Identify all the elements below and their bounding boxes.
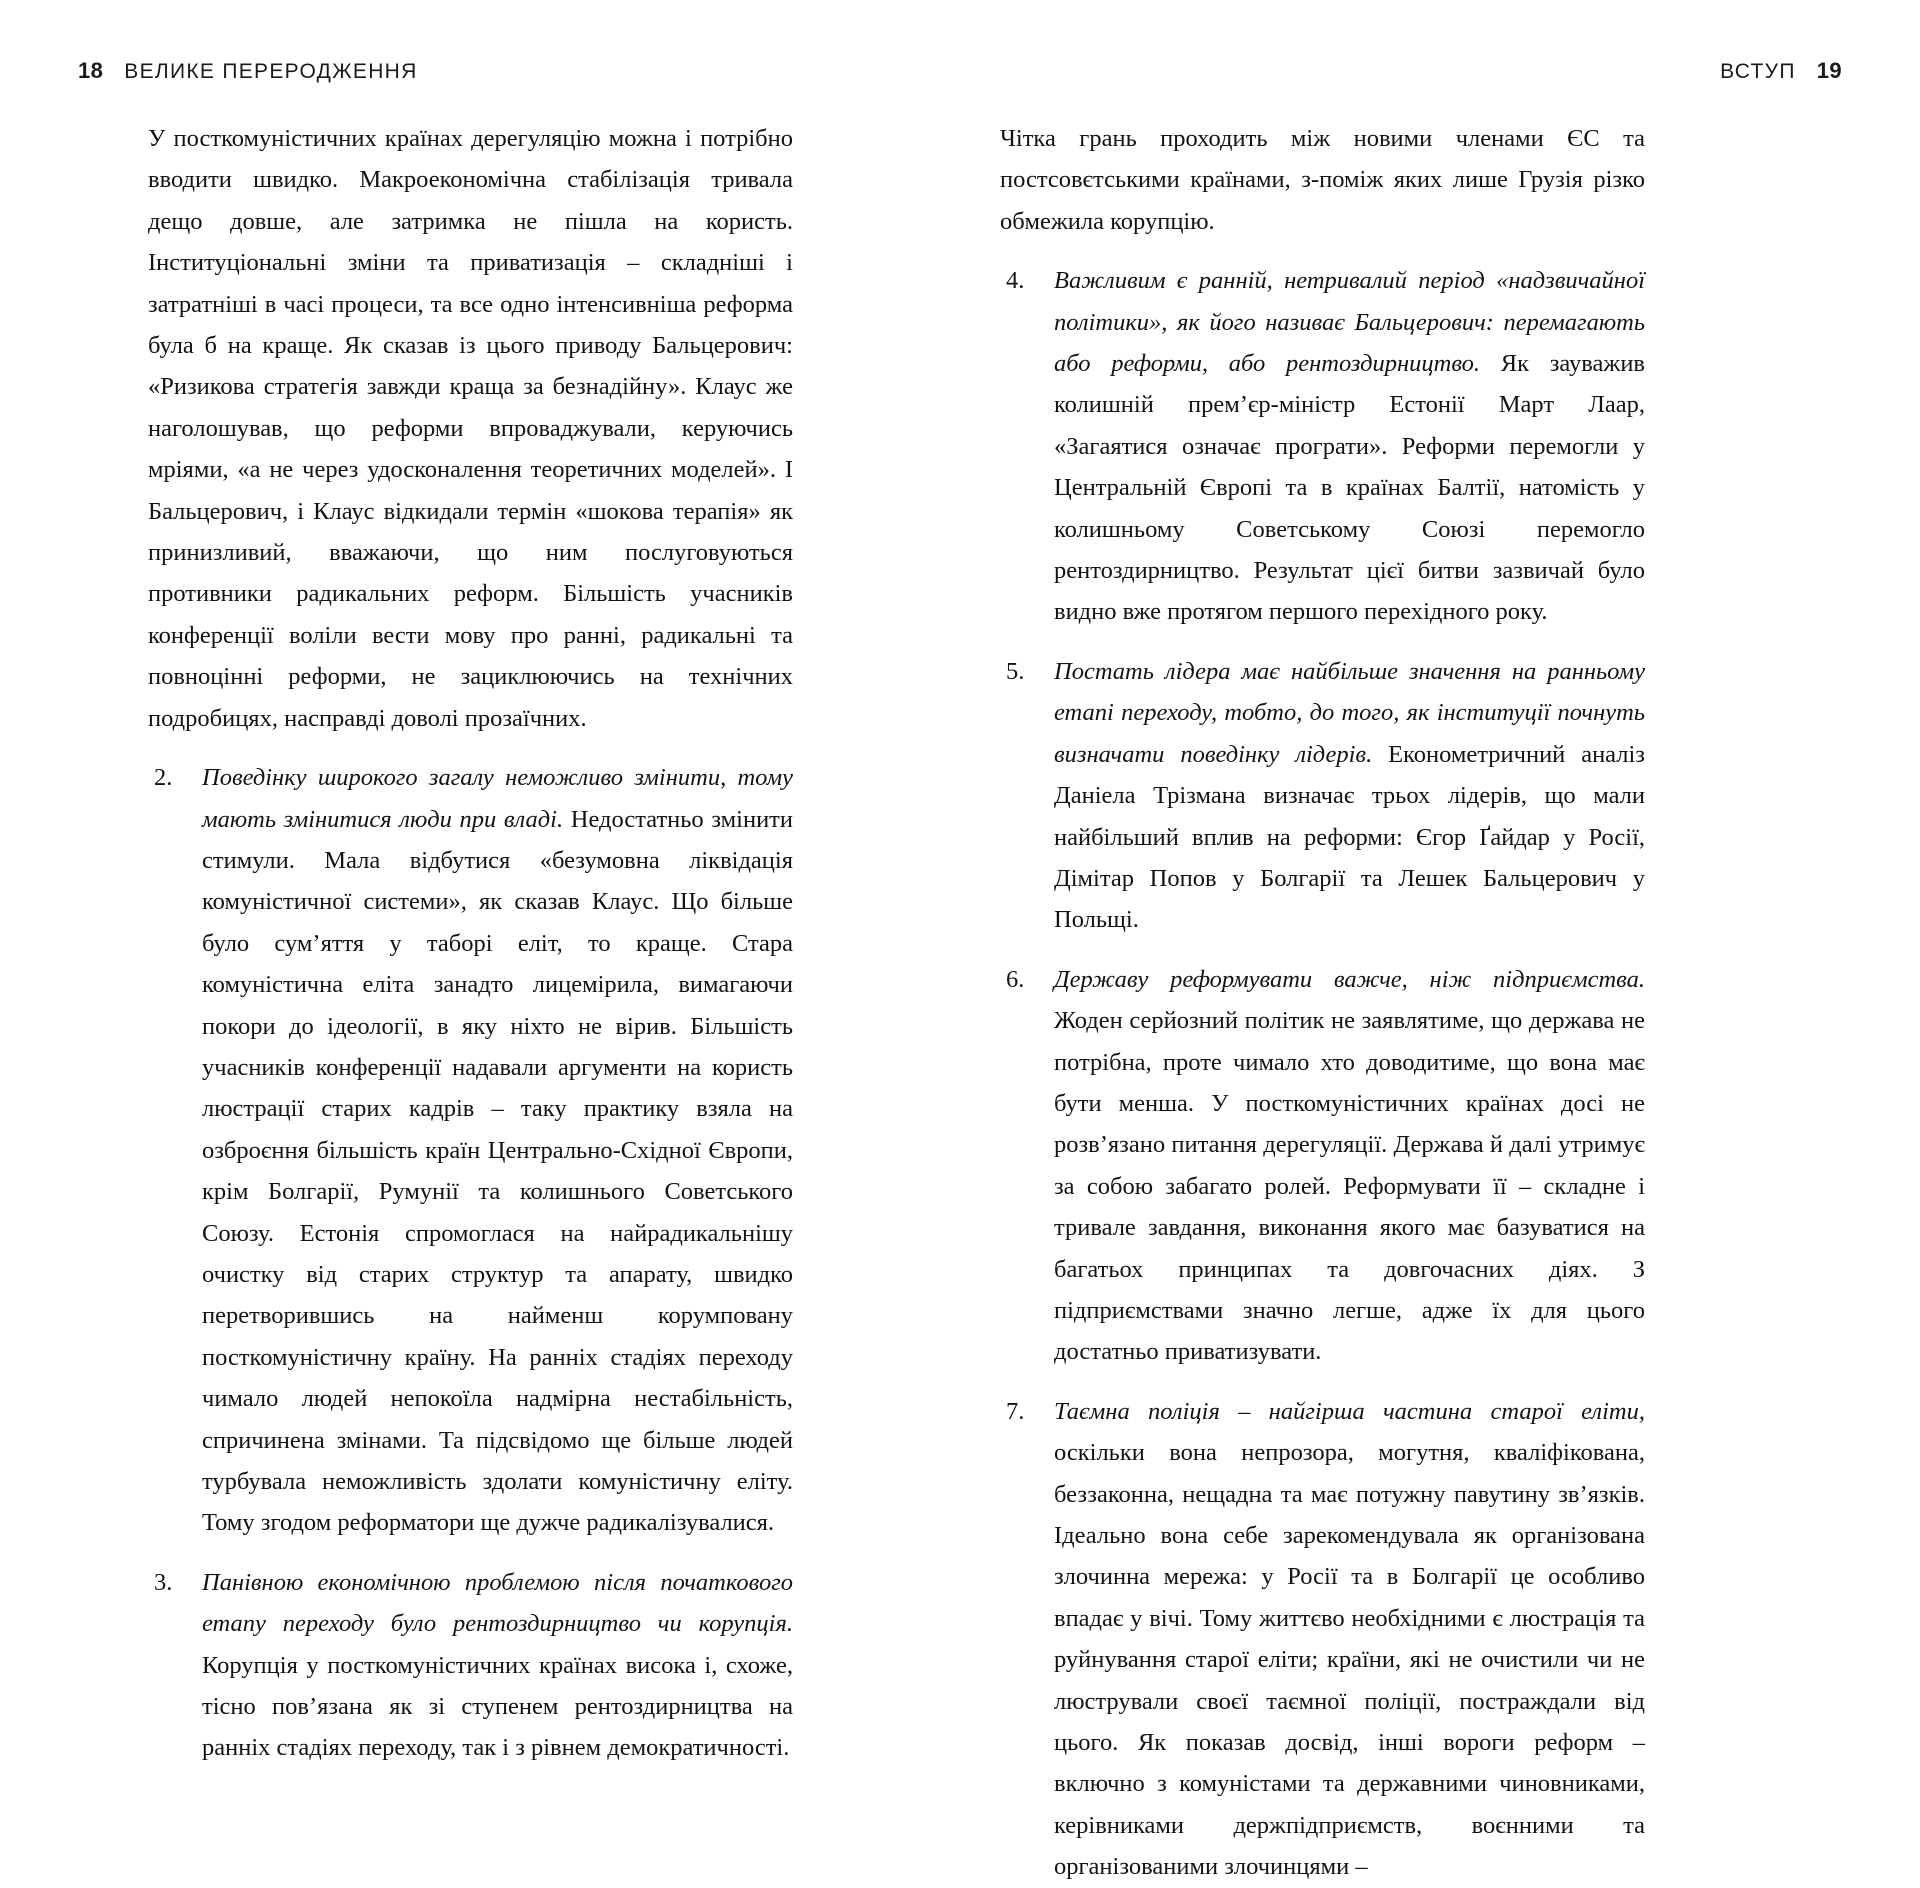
- list-item-5: [1000, 651, 1645, 941]
- folio-left: 18: [78, 58, 104, 83]
- list-item-5-number: 5.: [1006, 657, 1025, 685]
- list-item-3-body: Корупція у посткомуністичних країнах висока і, схоже, тісно пов’язана як зі ступенем рентоздирництва на ранніх стадіях переходу, так і з рівнем демократичності.: [202, 1651, 793, 1762]
- list-item-4-body: Як зауважив колишній прем’єр-міністр Естонії Март Лаар, «Загаятися означає програти». Реформи перемогли у Центральній Європі та в країнах Балтії, натомість у колишньому Советському Союзі перемогло рентоздирництво. Результат цієї битви зазвичай було видно вже протягом першого перехідного року.: [1054, 350, 1646, 626]
- list-item-3: [148, 1562, 793, 1769]
- list-item-3-number: 3.: [154, 1568, 173, 1596]
- running-title-right: ВСТУП: [1720, 60, 1796, 83]
- text-columns: [0, 118, 1920, 1888]
- list-item-5-lead: Постать лідера має найбільше значення на ранньому етапі переходу, тобто, до того, як інституції почнуть визначати поведінку лідерів.: [1054, 657, 1645, 768]
- list-item-7-body: оскільки вона непрозора, могутня, кваліфікована, беззаконна, нещадна та має потужну павутину зв’язків. Ідеально вона себе зарекомендувала як організована злочинна мережа: у Росії та в Болгарії це особливо впадає у вічі. Тому життєво необхідними є люстрація та руйнування старої еліти; країни, які не очистили чи не люстрували своєї таємної поліції, постраждали від цього. Як показав досвід, інші вороги реформ – включно з комуністами та державними чиновниками, керівниками держпідприємств, воєнними та організованими злочинцями –: [1054, 1439, 1645, 1881]
- column-left-page: [148, 118, 793, 1888]
- running-title-left: ВЕЛИКЕ ПЕРЕРОДЖЕННЯ: [124, 60, 418, 83]
- list-item-6: [1000, 959, 1645, 1373]
- list-item-3-lead: Панівною економічною проблемою після початкового етапу переходу було рентоздирництво чи корупція.: [202, 1568, 793, 1638]
- running-head-left: [78, 58, 418, 84]
- running-head-right: [1720, 58, 1842, 84]
- list-item-7-number: 7.: [1006, 1397, 1025, 1425]
- list-item-7-lead: Таємна поліція – найгірша частина старої еліти,: [1054, 1397, 1645, 1425]
- list-item-6-body: Жоден серйозний політик не заявлятиме, що держава не потрібна, проте чимало хто доводитиме, що вона має бути менша. У посткомуністичних країнах досі не розв’язано питання дерегуляції. Держава й далі утримує за собою забагато ролей. Реформувати її – складне і тривале завдання, виконання якого має базуватися на багатьох принципах та довгочасних діях. З підприємствами значно легше, адже їх для цього достатньо приватизувати.: [1054, 1007, 1645, 1366]
- folio-right: 19: [1816, 58, 1842, 83]
- list-item-7: [1000, 1391, 1645, 1888]
- list-item-2-lead: Поведінку широкого загалу неможливо змінити, тому мають змінитися люди при владі.: [202, 764, 793, 833]
- list-item-2-body: Недостатньо змінити стимули. Мала відбутися «безумовна ліквідація комуністичної системи», як сказав Клаус. Що більше було сум’яття у таборі еліт, то краще. Стара комуністична еліта занадто лицемірила, вимагаючи покори до ідеології, в яку ніхто не вірив. Більшість учасників конференції надавали аргументи на користь люстрації старих кадрів – таку практику взяла на озброєння більшість країн Центрально-Східної Європи, крім Болгарії, Румунії та колишнього Советського Союзу. Естонія спромоглася на найрадикальнішу очистку від старих структур та апарату, швидко перетворившись на найменш корумповану посткомуністичну країну. На ранніх стадіях переходу чимало людей непокоїла надмірна нестабільність, спричинена змінами. Та підсвідомо ще більше людей турбувала неможливість здолати комуністичну еліту. Тому згодом реформатори ще дужче радикалізувалися.: [202, 805, 793, 1537]
- list-item-2: [148, 757, 793, 1544]
- list-item-4: [1000, 260, 1645, 633]
- paragraph-continuation: Чітка грань проходить між новими членами ЄС та постсовєтськими країнами, з-поміж яких лише Грузія різко обмежила корупцію.: [1000, 125, 1645, 235]
- list-item-4-number: 4.: [1006, 267, 1025, 295]
- list-item-5-body: Економетричний аналіз Даніела Трізмана визначає трьох лідерів, що мали найбільший вплив на реформи: Єгор Ґайдар у Росії, Дімітар Попов у Болгарії та Лешек Бальцерович у Польщі.: [1054, 740, 1645, 934]
- paragraph-deregulation: У посткомуністичних країнах дерегуляцію можна і потрібно вводити швидко. Макроекономічна стабілізація тривала дещо довше, але затримка не пішла на користь. Інституціональні зміни та приватизація – складніші і затратніші в часі процеси, та все одно інтенсивніша реформа була б на краще. Як сказав із цього приводу Бальцерович: «Ризикова стратегія завжди краща за безнадійну». Клаус же наголошував, що реформи впроваджували, керуючись мріями, «а не через удосконалення теоретичних моделей». І Бальцерович, і Клаус відкидали термін «шокова терапія» як принизливий, вважаючи, що ним послуговуються противники радикальних реформ. Більшість учасників конференції воліли вести мову про ранні, радикальні та повноцінні реформи, не зациклюючись на технічних подробицях, насправді доволі прозаїчних.: [148, 125, 793, 732]
- column-right-page: [1000, 118, 1645, 1888]
- list-item-6-number: 6.: [1006, 965, 1025, 993]
- list-item-2-number: 2.: [154, 764, 173, 792]
- list-item-6-lead: Державу реформувати важче, ніж підприємства.: [1054, 965, 1645, 993]
- list-item-4-lead: Важливим є ранній, нетривалий період «надзвичайної політики», як його називає Бальцерович: перемагають або реформи, або рентоздирництво.: [1054, 267, 1645, 378]
